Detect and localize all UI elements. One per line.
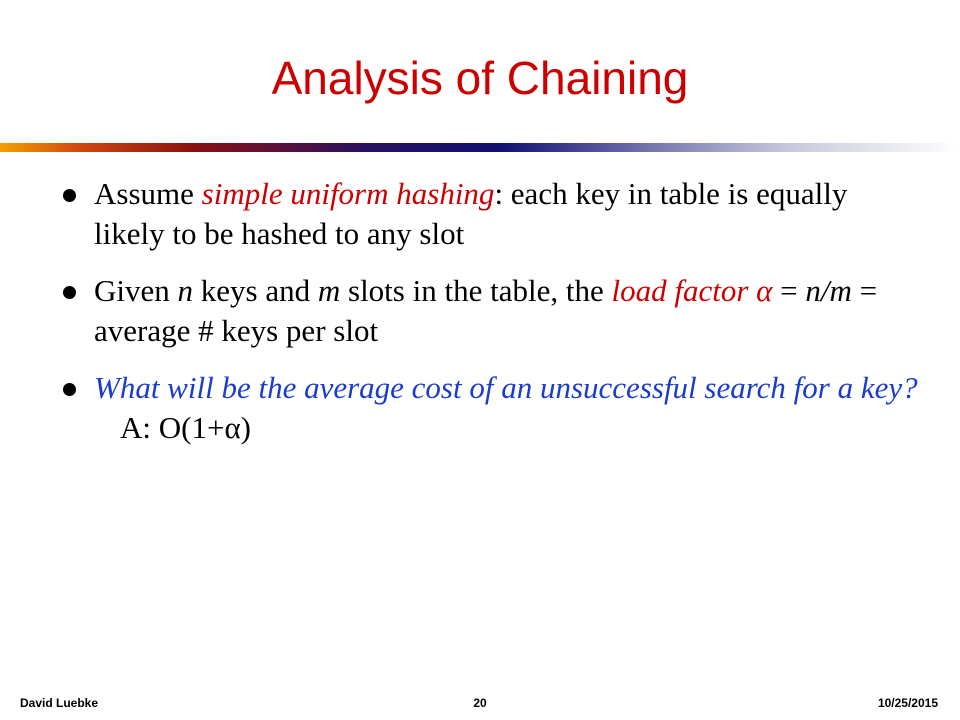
title-divider <box>0 143 960 152</box>
bullet-2-text-2: keys and <box>193 273 318 308</box>
bullet-list <box>60 174 920 465</box>
bullet-dot-icon <box>63 189 76 202</box>
bullet-3-question: What will be the average cost of an unsuccessful search for a key? <box>94 370 918 405</box>
slide-title: Analysis of Chaining <box>271 52 689 104</box>
footer-author: David Luebke <box>20 696 99 710</box>
bullet-2-m: m <box>317 273 341 308</box>
bullet-item-1 <box>60 174 920 254</box>
bullet-2-text-3: slots in the table, the <box>340 273 612 308</box>
bullet-3-answer: A: O(1+α) <box>120 410 252 445</box>
bullet-item-2 <box>60 271 920 351</box>
bullet-2-text-4: = <box>772 273 806 308</box>
bullet-1-text-pre: Assume <box>94 176 202 211</box>
bullet-dot-icon <box>63 286 76 299</box>
bullet-2-text-1: Given <box>94 273 178 308</box>
bullet-1-text-post: : each key in table is equally likely to be hashed to any slot <box>94 176 848 251</box>
bullet-2-alpha: α <box>756 273 773 308</box>
bullet-dot-icon <box>63 383 76 396</box>
bullet-2-n: n <box>177 273 194 308</box>
bullet-2-load-factor: load factor <box>611 273 749 308</box>
bullet-1-emphasis: simple uniform hashing <box>201 176 495 211</box>
bullet-item-3 <box>60 368 920 448</box>
bullet-2-ratio: n/m <box>805 273 852 308</box>
footer-date: 10/25/2015 <box>877 696 938 710</box>
footer-page-number: 20 <box>473 696 487 710</box>
bullet-2-text-5: = average # keys per slot <box>94 273 878 348</box>
